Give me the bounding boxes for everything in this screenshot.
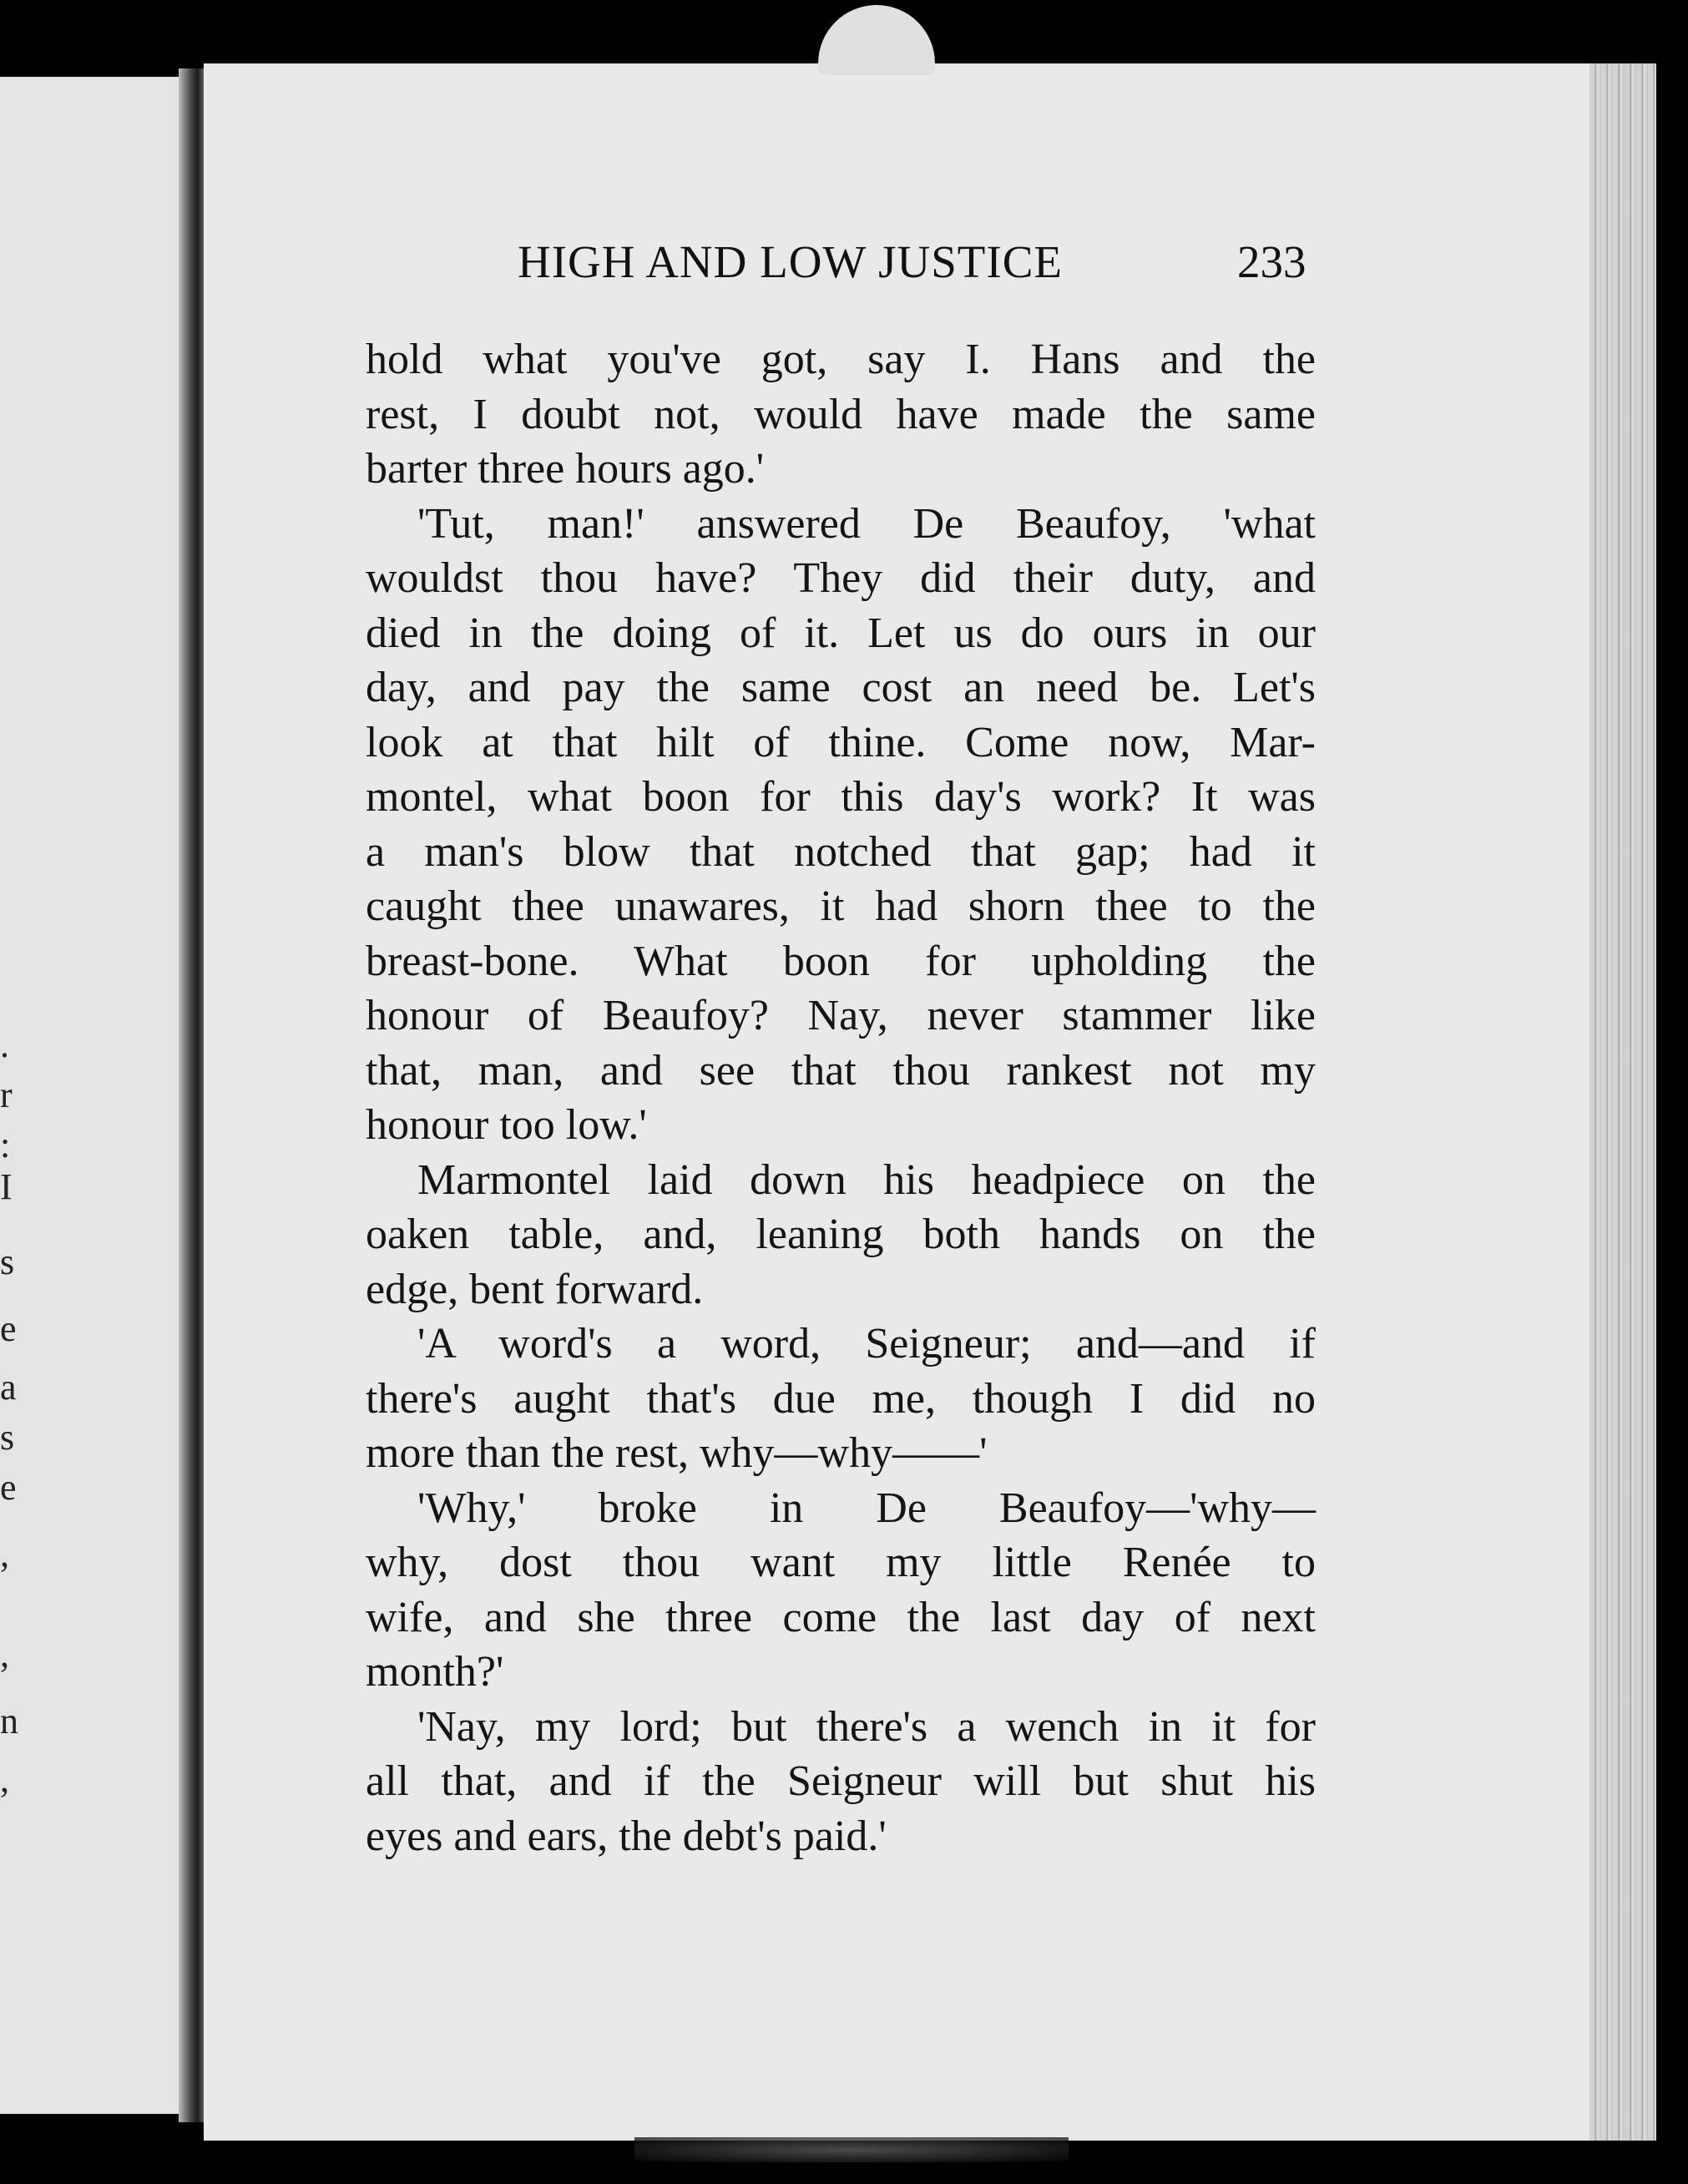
- text-line: died in the doing of it. Let us do ours in our: [366, 609, 1316, 657]
- left-page: [0, 77, 190, 2114]
- margin-fragment: .: [0, 1024, 9, 1065]
- text-line: montel, what boon for this day's work? It was: [366, 773, 1316, 821]
- text-line: 'Tut, man!' answered De Beaufoy, 'what: [417, 499, 1316, 548]
- margin-fragment: s: [0, 1241, 15, 1282]
- text-line: eyes and ears, the debt's paid.': [366, 1812, 887, 1860]
- margin-fragment: ,: [0, 1759, 9, 1800]
- margin-fragment: a: [0, 1367, 17, 1408]
- book-gutter: [179, 68, 205, 2122]
- text-line: Marmontel laid down his headpiece on the: [417, 1155, 1316, 1204]
- left-page-margin-fragments: [0, 918, 25, 1920]
- text-line: honour of Beaufoy? Nay, never stammer like: [366, 992, 1316, 1039]
- page-edges: [1589, 63, 1656, 2141]
- text-line: rest, I doubt not, would have made the same: [366, 390, 1316, 438]
- margin-fragment: e: [0, 1308, 17, 1349]
- text-line: 'Why,' broke in De Beaufoy—'why—: [417, 1484, 1316, 1532]
- text-line: hold what you've got, say I. Hans and the: [366, 336, 1316, 383]
- margin-fragment: ,: [0, 1534, 9, 1575]
- body-text: [366, 332, 1316, 1863]
- text-line: day, and pay the same cost an need be. Let's: [366, 664, 1316, 711]
- margin-fragment: e: [0, 1467, 17, 1508]
- text-line: 'A word's a word, Seigneur; and—and if: [417, 1320, 1316, 1368]
- text-line: more than the rest, why—why——': [366, 1429, 988, 1477]
- text-line: why, dost thou want my little Renée to: [366, 1539, 1316, 1586]
- text-line: honour too low.': [366, 1101, 647, 1149]
- text-line: that, man, and see that thou rankest not my: [366, 1046, 1316, 1095]
- text-line: all that, and if the Seigneur will but shut his: [366, 1757, 1316, 1805]
- margin-fragment: :: [0, 1125, 11, 1165]
- text-line: breast-bone. What boon for upholding the: [366, 937, 1316, 985]
- text-line: look at that hilt of thine. Come now, Mar-: [366, 718, 1316, 766]
- text-line: wouldst thou have? They did their duty, and: [366, 554, 1316, 602]
- margin-fragment: s: [0, 1417, 15, 1458]
- top-tab: [818, 5, 935, 75]
- text-line: barter three hours ago.': [366, 445, 765, 493]
- text-line: month?': [366, 1648, 504, 1696]
- text-line: there's aught that's due me, though I did no: [366, 1374, 1316, 1423]
- running-head: HIGH AND LOW JUSTICE: [518, 236, 1063, 287]
- margin-fragment: r: [0, 1074, 13, 1115]
- margin-fragment: I: [0, 1166, 13, 1207]
- bottom-smudge: [634, 2137, 1069, 2162]
- text-line: a man's blow that notched that gap; had it: [366, 827, 1316, 876]
- margin-fragment: ,: [0, 1634, 9, 1675]
- text-line: caught thee unawares, it had shorn thee to the: [366, 882, 1316, 930]
- page-number: 233: [1237, 236, 1306, 287]
- margin-fragment: n: [0, 1701, 18, 1742]
- text-line: 'Nay, my lord; but there's a wench in it for: [417, 1702, 1316, 1751]
- text-line: edge, bent forward.: [366, 1265, 704, 1313]
- text-line: wife, and she three come the last day of next: [366, 1593, 1316, 1641]
- text-line: oaken table, and, leaning both hands on the: [366, 1211, 1316, 1258]
